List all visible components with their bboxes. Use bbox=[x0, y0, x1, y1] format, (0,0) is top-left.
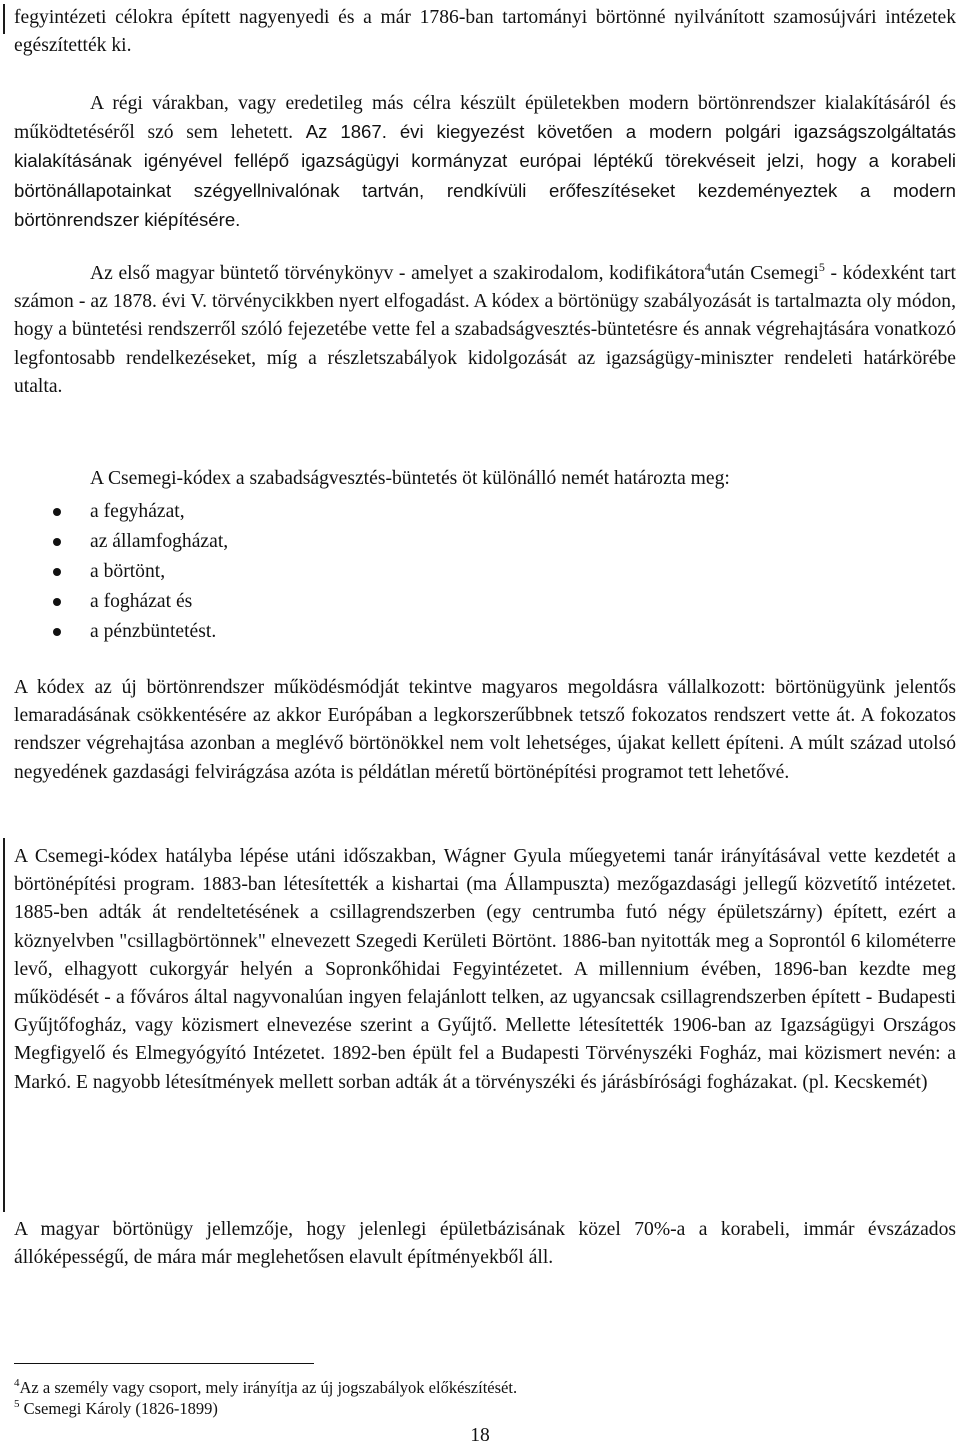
bullet-icon bbox=[53, 628, 61, 636]
paragraph-7: A magyar börtönügy jellemzője, hogy jelenlegi épületbázisának közel 70%-a a korabeli, immár évszázados állóképességű, de mára már meglehetősen elavult építményekből áll. bbox=[14, 1219, 956, 1269]
footnote-separator bbox=[14, 1363, 314, 1364]
list-item: a pénzbüntetést. bbox=[50, 617, 228, 647]
footnote-5: $^5$ Csemegi Károly (1826-1899) bbox=[14, 1398, 218, 1418]
paragraph-5: A kódex az új börtönrendszer működésmódját tekintve magyaros megoldásra vállalkozott: börtönügyünk jelentős lemaradásának csökkentésére az akkor Európában a legkorszerűbbnek tetsző fokozatos rendszert vette át. A fokozatos rendszer végrehajtása azonban a meglévő börtönökkel nem volt lehetséges, újakat kellett építeni. A múlt század utolsó negyedének gazdasági felvirágzása azóta is példátlan méretű börtönépítési programot tett lehetővé. bbox=[14, 677, 956, 783]
footnote-ref-5[interactable]: 5 bbox=[818, 260, 825, 274]
change-bar bbox=[3, 838, 5, 1212]
footnote-ref-4[interactable]: 4 bbox=[704, 260, 711, 274]
list-item: a fogházat és bbox=[50, 587, 228, 617]
bullet-icon bbox=[53, 568, 61, 576]
paragraph-6: A Csemegi-kódex hatályba lépése utáni időszakban, Wágner Gyula műegyetemi tanár irányításával vette kezdetét a börtönépítési program. 1883-ban létesítették a kishartai (ma Állampuszta) mezőgazdasági jellegű közvetítő intézetet. 1885-ben adták át rendeltetésének a csillagrendszerben (egy centrumba futó négy épületszárny) épített, ezért a köznyelvben "csillagbörtönnek" elnevezett Szegedi Kerületi Börtönt. 1886-ban nyitották meg a Soprontól 6 kilométerre levő, elhagyott cukorgyár helyén a Sopronkőhidai Fegyintézetet. A millennium évében, 1896-ban kezdte meg működését - a főváros által nagyvonalúan ingyen felajánlott telken, az ugyancsak csillagrendszerben épített - Budapesti Gyűjtőfogház, vagy közismert elnevezése szerint a Gyűjtő. Mellette létesítették 1906-ban az Igazságügyi Országos Megfigyelő és Elmegyógyító Intézetet. 1892-ben épült fel a Budapesti Törvényszéki Fogház, mai közismert nevén: a Markó. E nagyobb létesítmények mellett sorban adták át a törvényszéki és járásbírósági fogházakat. (pl. Kecskemét) bbox=[14, 846, 956, 1093]
paragraph-4: A Csemegi-kódex a szabadságvesztés-büntetés öt különálló nemét határozta meg: bbox=[90, 468, 730, 489]
list-item: a börtönt, bbox=[50, 557, 228, 587]
paragraph-2: A régi várakban, vagy eredetileg más célra készült épületekben modern börtönrendszer kialakításáról és működtetéséről szó sem lehetett. Az 1867. évi kiegyezést követően a modern polgári igazságszolgáltatás kialakításának igényével fellépő igazságügyi kormányzat európai léptékű törekvéseit jelzi, hogy a korabeli börtönállapotainkat szégyellnivalónak tartván, rendkívüli erőfeszítéseket kezdeményeztek a modern börtönrendszer kiépítésére. bbox=[14, 93, 956, 230]
list-item: az államfogházat, bbox=[50, 527, 228, 557]
footnote-4: $^4$Az a személy vagy csoport, mely irányítja az új jogszabályok előkészítését. bbox=[14, 1377, 518, 1397]
paragraph-3: Az első magyar büntető törvénykönyv - amelyet a szakirodalom, kodifikátora$^4$után Csemegi$^5$ - kódexként tart számon - az 1878. évi V. törvénycikkben nyert elfogadást. A kódex a börtönügy szabályozását is tartalmazta oly módon, hogy a büntetési rendszerről szóló fejezetébe vette fel a szabadságvesztés-büntetésre és annak végrehajtására vonatkozó legfontosabb rendelkezéseket, míg a részletszabályok kidolgozását az igazságügy-miniszter rendeleti határkörébe utalta. bbox=[14, 260, 956, 397]
bullet-icon bbox=[53, 538, 61, 546]
change-bar bbox=[3, 4, 5, 34]
bullet-icon bbox=[53, 598, 61, 606]
bullet-icon bbox=[53, 508, 61, 516]
sentence-types-list bbox=[50, 497, 228, 647]
paragraph-1: fegyintézeti célokra épített nagyenyedi és a már 1786-ban tartományi börtönné nyilvánított szamosújvári intézetek egészítették ki. bbox=[14, 7, 956, 57]
list-item: a fegyházat, bbox=[50, 497, 228, 527]
page-number: 18 bbox=[470, 1425, 490, 1446]
